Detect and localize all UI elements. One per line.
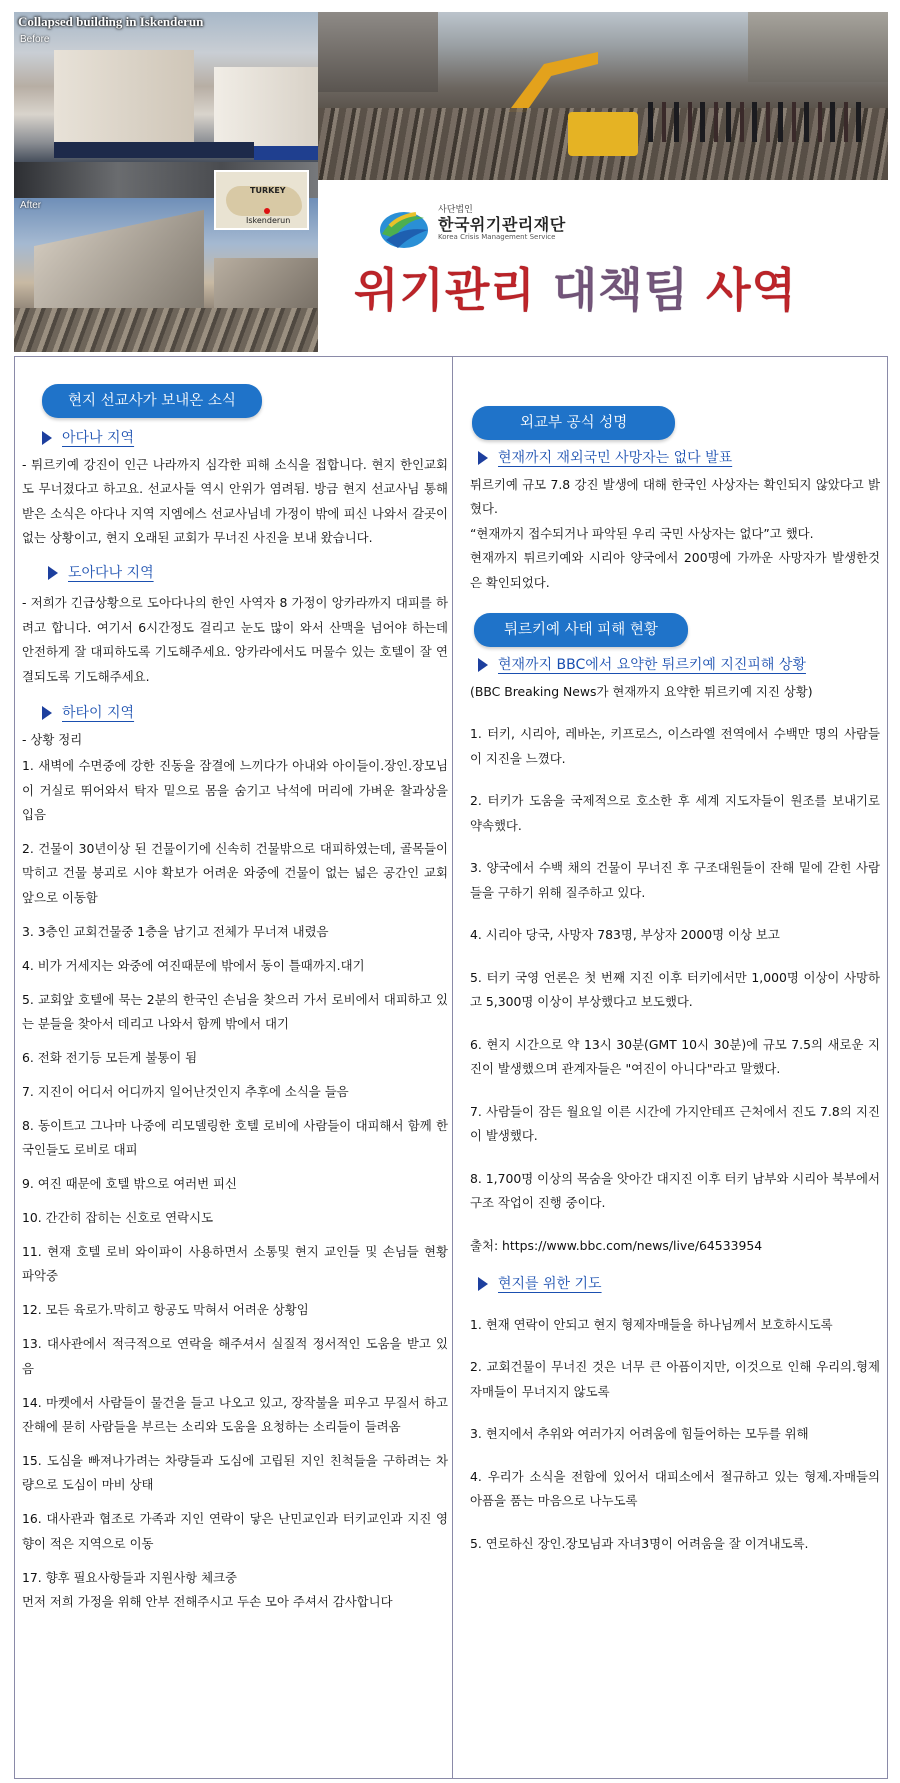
before-label: Before xyxy=(20,34,50,45)
list-item: 4. 우리가 소식을 전함에 있어서 대피소에서 절규하고 있는 형제.자매들의 아픔을 품는 마음으로 나누도록 xyxy=(470,1468,880,1508)
heading-hatay: 하타이 지역 xyxy=(42,701,448,726)
heading-doadana: 도아다나 지역 xyxy=(48,561,448,586)
triangle-bullet-icon xyxy=(42,431,52,445)
list-item: 1. 현재 연락이 안되고 현지 형제자매들을 하나님께서 보호하시도록 xyxy=(470,1316,833,1332)
list-item: 6. 현지 시간으로 약 13시 30분(GMT 10시 30분)에 규모 7.5의 새로운 지진이 발생했으며 관계자들은 "여진이 아니다"라고 말했다. xyxy=(470,1036,880,1076)
list-item: 4. 비가 거세지는 와중에 여진때문에 밖에서 동이 틀때까지.대기 xyxy=(22,957,365,973)
left-column xyxy=(22,364,448,1615)
org-logo-icon xyxy=(376,204,432,252)
triangle-bullet-icon xyxy=(48,566,58,580)
title-part-team: 대책팀 xyxy=(552,263,690,317)
list-item: 5. 터키 국영 언론은 첫 번째 지진 이후 터키에서만 1,000명 이상이 사망하고 5,300명 이상이 부상했다고 보도했다. xyxy=(470,969,880,1009)
hatay-summary-label: - 상황 정리 xyxy=(22,731,83,747)
list-item: 14. 마켓에서 사람들이 물건을 들고 나오고 있고, 장작불을 피우고 무질서 하고 잔해에 묻히 사람들을 부르는 소리와 도움을 요청하는 소리들이 들려옴 xyxy=(22,1394,448,1435)
damage-intro: (BBC Breaking News가 현재까지 요약한 튀르키예 지진 상황) xyxy=(470,683,813,699)
section-title-missionary-news: 현지 선교사가 보내온 소식 xyxy=(42,384,262,418)
damage-list xyxy=(470,722,880,1216)
map-country: TURKEY xyxy=(250,186,286,195)
triangle-bullet-icon xyxy=(478,658,488,672)
doadana-text: - 저희가 긴급상황으로 도아다나의 한인 사역자 8 가정이 앙카라까지 대피를 하려고 합니다. 여기서 6시간정도 걸리고 눈도 많이 와서 산맥을 넘어야 하는데 안전하게 잘 대피하도록 기도해주세요. 앙카라에서도 머물수 있는 호텔이 잘 연결되도록 기도해주세요. xyxy=(22,595,448,684)
list-item: 15. 도심을 빠져나가려는 차량들과 도심에 고립된 지인 친척들을 구하려는 차량으로 도심이 마비 상태 xyxy=(22,1452,448,1493)
list-item: 4. 시리아 당국, 사망자 783명, 부상자 2000명 이상 보고 xyxy=(470,927,780,942)
list-item: 5. 연로하신 장인.장모님과 자녀3명이 어려움을 잘 이겨내도록. xyxy=(470,1535,809,1551)
org-english-name: Korea Crisis Management Service xyxy=(438,233,556,241)
list-item: 12. 모든 육로가.막히고 항공도 막혀서 어려운 상황임 xyxy=(22,1302,309,1318)
list-item: 16. 대사관과 협조로 가족과 지인 연락이 닿은 난민교인과 터키교인과 지진 영향이 적은 지역으로 이동 xyxy=(22,1511,448,1551)
statement-line: “현재까지 접수되거나 파악된 우리 국민 사상자는 없다”고 했다. xyxy=(470,525,814,541)
heading-adana: 아다나 지역 xyxy=(42,426,448,451)
list-item: 2. 교회건물이 무너진 것은 너무 큰 아픔이지만, 이것으로 인해 우리의.형제 자매들이 무너지지 않도록 xyxy=(470,1359,880,1399)
header-banner xyxy=(14,12,888,352)
statement-line: 튀르키예 규모 7.8 강진 발생에 대해 한국인 사상자는 확인되지 않았다고 밝혔다. xyxy=(470,476,880,516)
list-item: 2. 건물이 30년이상 된 건물이기에 신속히 건물밖으로 대피하였는데, 골목들이 막히고 건물 붕괴로 시야 확보가 어려운 와중에 건물이 없는 넓은 공간인 교회 앞으로 이동함 xyxy=(22,840,448,905)
title-part-crisis: 위기관리 xyxy=(354,263,536,317)
list-item: 1. 터키, 시리아, 레바논, 키프로스, 이스라엘 전역에서 수백만 명의 사람들이 지진을 느꼈다. xyxy=(470,726,880,766)
triangle-bullet-icon xyxy=(42,706,52,720)
list-item: 5. 교회앞 호텔에 묵는 2분의 한국인 손님을 찾으러 가서 로비에서 대피하고 있는 분들을 찾아서 데리고 나와서 함께 밖에서 대기 xyxy=(22,991,448,1032)
after-label: After xyxy=(20,200,42,211)
column-divider xyxy=(452,356,453,1779)
adana-text: - 튀르키예 강진이 인근 나라까지 심각한 피해 소식을 접합니다. 현지 한인교회도 무너졌다고 하고요. 선교사들 역시 안위가 염려됨. 방금 현지 선교사님 통해 받은 소식은 아다나 지역 지엠에스 선교사님네 가정이 밖에 피신 나와서 갈곳이 없는 상황이고, 현지 오래된 교회가 무너진 사진을 보내 왔습니다. xyxy=(22,456,448,545)
list-item: 10. 간간히 잡히는 신호로 연락시도 xyxy=(22,1210,214,1226)
list-item: 6. 전화 전기등 모든게 불통이 됨 xyxy=(22,1049,198,1065)
org-type: 사단법인 xyxy=(438,205,473,215)
location-map xyxy=(214,170,309,230)
list-item: 2. 터키가 도움을 국제적으로 호소한 후 세계 지도자들이 원조를 보내기로 약속했다. xyxy=(470,793,880,833)
list-item: 13. 대사관에서 적극적으로 연락을 해주셔서 실질적 정서적인 도움을 받고 있음 xyxy=(22,1336,448,1376)
org-logo-area xyxy=(318,180,888,352)
list-item: 1. 새벽에 수면중에 강한 진동을 잠결에 느끼다가 아내와 아이들이.장인.장모님이 거실로 뛰어와서 탁자 밑으로 몸을 숨기고 낙석에 머리에 가벼운 찰과상을 입음 xyxy=(22,758,448,822)
list-item: 8. 동이트고 그나마 나중에 리모델링한 호텔 로비에 사람들이 대피해서 함께 한국인들도 로비로 대피 xyxy=(22,1117,448,1158)
main-title xyxy=(354,254,797,320)
heading-mofa: 현재까지 재외국민 사망자는 없다 발표 xyxy=(478,446,880,471)
damage-source: 출처: https://www.bbc.com/news/live/64533954 xyxy=(470,1237,763,1253)
list-item: 17. 향후 필요사항들과 지원사항 체크중 xyxy=(22,1569,237,1585)
list-item: 9. 여진 때문에 호텔 밖으로 여러번 피신 xyxy=(22,1176,237,1192)
right-column xyxy=(470,364,880,1556)
mofa-statement xyxy=(470,473,880,596)
rescue-photo xyxy=(318,12,888,180)
org-name: 한국위기관리재단 xyxy=(438,215,566,234)
title-part-ministry: 사역 xyxy=(706,263,797,317)
list-item: 11. 현재 호텔 로비 와이파이 사용하면서 소통및 현지 교인들 및 손님들 현황 파악중 xyxy=(22,1243,448,1284)
photo-title: Collapsed building in Iskenderun xyxy=(18,14,204,29)
map-city: Iskenderun xyxy=(246,216,291,225)
heading-prayer: 현지를 위한 기도 xyxy=(478,1272,880,1297)
heading-damage: 현재까지 BBC에서 요약한 튀르키예 지진피해 상황 xyxy=(478,653,880,678)
list-item: 7. 지진이 어디서 어디까지 일어난것인지 추후에 소식을 들음 xyxy=(22,1083,349,1099)
section-title-mofa: 외교부 공식 성명 xyxy=(472,406,675,440)
hatay-situation-list xyxy=(22,754,448,1590)
list-item: 3. 현지에서 추위와 여러가지 어려움에 힘들어하는 모두를 위해 xyxy=(470,1426,809,1441)
list-item: 8. 1,700명 이상의 목숨을 앗아간 대지진 이후 터키 남부와 시리아 북부에서 구조 작업이 진행 중이다. xyxy=(470,1170,880,1210)
list-item: 3. 3층인 교회건물중 1층을 남기고 전체가 무너져 내렸음 xyxy=(22,923,329,939)
hatay-closing: 먼저 저희 가정을 위해 안부 전해주시고 두손 모아 주셔서 감사합니다 xyxy=(22,1594,393,1610)
statement-line: 현재까지 튀르키예와 시리아 양국에서 200명에 가까운 사망자가 발생한것은 확인되었다. xyxy=(470,550,880,590)
map-pin-icon xyxy=(264,208,270,214)
list-item: 3. 양국에서 수백 채의 건물이 무너진 후 구조대원들이 잔해 밑에 갇힌 사람들을 구하기 위해 질주하고 있다. xyxy=(470,860,880,900)
prayer-list xyxy=(470,1313,880,1557)
list-item: 7. 사람들이 잠든 월요일 이른 시간에 가지안테프 근처에서 진도 7.8의 지진이 발생했다. xyxy=(470,1103,880,1143)
triangle-bullet-icon xyxy=(478,451,488,465)
triangle-bullet-icon xyxy=(478,1277,488,1291)
section-title-damage: 튀르키예 사태 피해 현황 xyxy=(474,613,688,647)
